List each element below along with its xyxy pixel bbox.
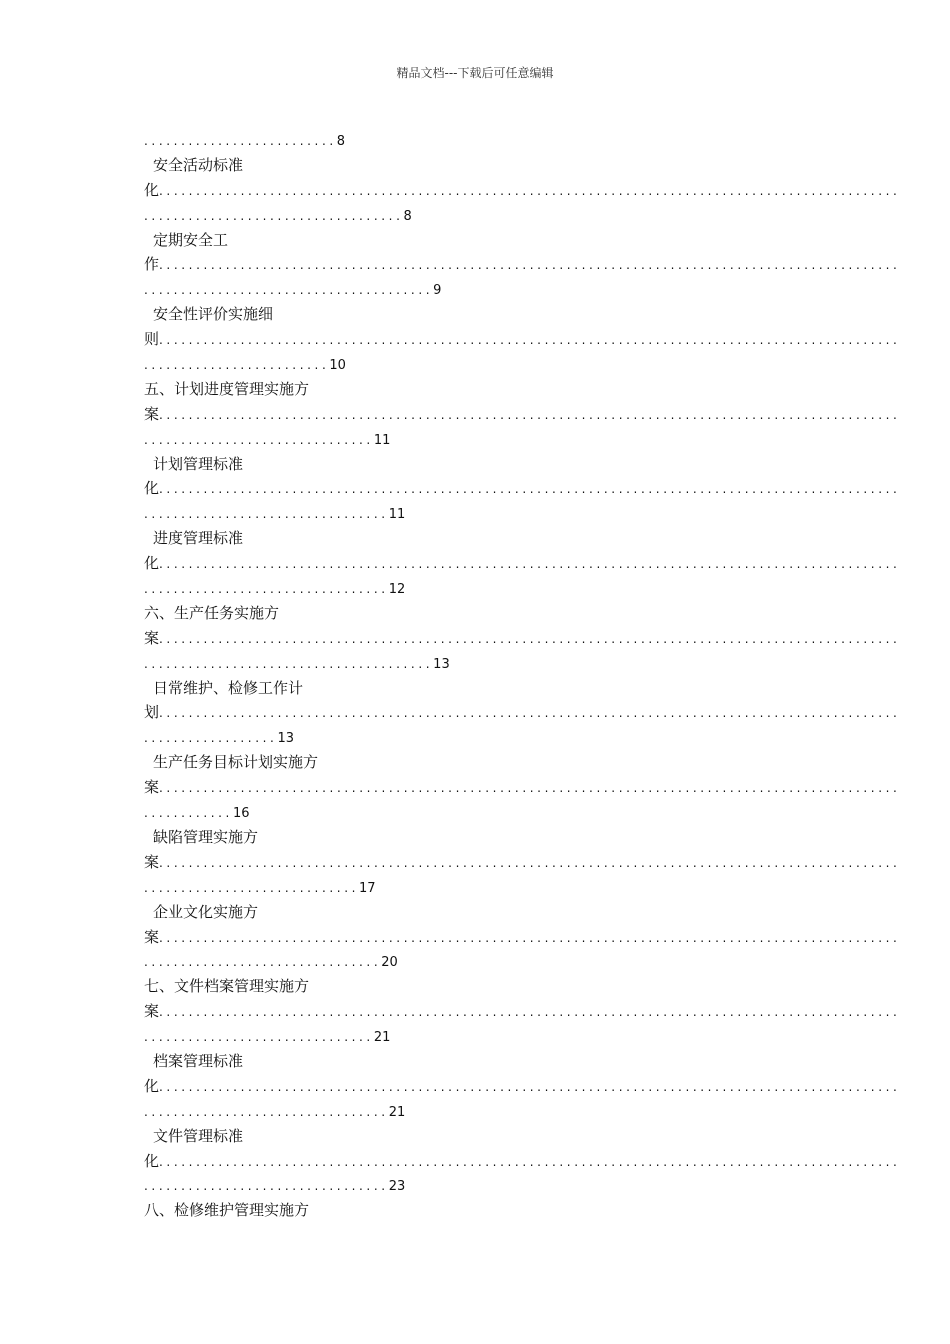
toc-entry-last-char: 划	[144, 703, 160, 722]
toc-entry-leader	[144, 925, 901, 950]
toc-entry-page-line	[144, 352, 804, 377]
toc-entry-leader	[144, 1149, 901, 1174]
toc-entry-page-line	[144, 501, 804, 526]
toc-entry-last-char: 则	[144, 330, 160, 349]
toc-entry-page-line	[144, 949, 804, 974]
toc-entry-title: 安全活动标准	[153, 155, 244, 174]
dot-leader: ....................................................................................................	[159, 333, 901, 348]
toc-entry-leader	[144, 1074, 901, 1099]
dot-leader: ....................................................................................................	[159, 855, 901, 870]
dot-leader: .................................	[144, 582, 389, 597]
toc-entry-leader	[144, 775, 901, 800]
toc-entry-page-line	[144, 576, 804, 601]
dot-leader: ...............................	[144, 432, 374, 447]
toc-entry-last-char: 化	[144, 1076, 160, 1095]
toc-entry-leader	[144, 252, 901, 277]
page-number: 11	[388, 507, 406, 523]
page-number: 20	[381, 955, 398, 971]
page-number: 23	[388, 1179, 406, 1195]
toc-entry-last-char: 作	[144, 255, 160, 274]
toc-entry-title: 日常维护、检修工作计	[153, 678, 304, 697]
toc-entry-page-line	[144, 651, 804, 676]
page-header: 精品文档---下载后可任意编辑	[396, 66, 554, 80]
toc-entry-last-char: 案	[144, 1002, 160, 1021]
toc-entry-title: 计划管理标准	[153, 454, 244, 473]
dot-leader: .......................................	[144, 283, 434, 298]
toc-entry-page-line	[144, 1024, 804, 1049]
toc-entry-page-line	[144, 1099, 804, 1124]
dot-leader: .............................	[144, 880, 360, 895]
toc-entry-page-line	[144, 128, 804, 153]
page-number: 11	[373, 432, 391, 448]
dot-leader: .................................	[144, 1104, 389, 1119]
page-number: 10	[329, 358, 346, 374]
dot-leader: ..........................	[144, 134, 337, 148]
dot-leader: .......................................	[144, 656, 434, 671]
dot-leader: ....................................................................................................	[159, 1154, 901, 1169]
toc-entry-title: 生产任务目标计划实施方	[153, 753, 319, 772]
toc-entry-page-line	[144, 203, 804, 228]
toc-entry-title: 五、计划进度管理实施方	[144, 379, 310, 398]
toc-entry-page-line	[144, 277, 804, 302]
toc-entry-title: 进度管理标准	[153, 529, 244, 548]
page-number: 21	[373, 1030, 391, 1046]
toc-entry-leader	[144, 476, 901, 501]
dot-leader: ............	[144, 806, 233, 821]
dot-leader: ....................................................................................................	[159, 1079, 901, 1094]
dot-leader: ..................	[144, 731, 278, 746]
toc-entry-page-line	[144, 427, 804, 452]
toc-entry-title: 安全性评价实施细	[153, 305, 274, 324]
toc-entry-leader	[144, 178, 901, 203]
toc-entry-last-char: 化	[144, 479, 160, 498]
dot-leader: ....................................................................................................	[159, 631, 901, 646]
toc-entry-leader	[144, 850, 901, 875]
dot-leader: ....................................................................................................	[159, 557, 901, 572]
toc-entry-last-char: 化	[144, 1151, 160, 1170]
toc-entry-last-char: 案	[144, 628, 160, 647]
toc-entry-last-char: 化	[144, 554, 160, 573]
toc-entry-leader	[144, 999, 901, 1024]
toc-entry-title: 六、生产任务实施方	[144, 603, 280, 622]
toc-entry-page-line	[144, 875, 804, 900]
page-number: 16	[232, 806, 250, 822]
toc-entry-title: 八、检修维护管理实施方	[144, 1201, 310, 1220]
page-number: 8	[336, 134, 346, 149]
toc-entry-leader	[144, 626, 901, 651]
toc-entry-title: 定期安全工	[153, 230, 229, 249]
toc-entry-last-char: 案	[144, 927, 160, 946]
dot-leader: ....................................................................................................	[159, 930, 901, 945]
dot-leader: .................................	[144, 507, 389, 522]
toc-entry-last-char: 案	[144, 852, 160, 871]
toc-entry-page-line	[144, 800, 804, 825]
page-number: 12	[388, 582, 406, 598]
toc-entry-leader	[144, 551, 901, 576]
toc-entry-last-char: 案	[144, 404, 160, 423]
dot-leader: ...................................	[144, 208, 404, 223]
dot-leader: ....................................................................................................	[159, 1005, 901, 1020]
table-of-contents	[144, 128, 901, 1223]
toc-entry-page-line	[144, 725, 804, 750]
toc-entry-leader	[144, 402, 901, 427]
page-number: 13	[433, 656, 450, 672]
dot-leader: ....................................................................................................	[159, 706, 901, 721]
toc-entry-title: 文件管理标准	[153, 1126, 244, 1145]
dot-leader: .........................	[144, 358, 330, 373]
dot-leader: ....................................................................................................	[159, 482, 901, 497]
dot-leader: ................................	[144, 955, 382, 970]
toc-entry-title: 档案管理标准	[153, 1051, 244, 1070]
dot-leader: ....................................................................................................	[159, 407, 901, 422]
page-number: 13	[277, 731, 295, 747]
toc-entry-title: 缺陷管理实施方	[153, 827, 259, 846]
toc-entry-title: 七、文件档案管理实施方	[144, 977, 310, 996]
page-number: 8	[403, 208, 412, 224]
page-number: 17	[359, 880, 376, 896]
dot-leader: ....................................................................................................	[159, 183, 901, 198]
dot-leader: .................................	[144, 1179, 389, 1194]
toc-entry-leader	[144, 327, 901, 352]
toc-entry-last-char: 案	[144, 778, 160, 797]
page-number: 9	[433, 283, 442, 299]
dot-leader: ....................................................................................................	[159, 781, 901, 796]
toc-entry-title: 企业文化实施方	[153, 902, 259, 921]
dot-leader: ....................................................................................................	[159, 258, 901, 273]
toc-entry-page-line	[144, 1173, 804, 1198]
toc-entry-last-char: 化	[144, 180, 160, 199]
page-number: 21	[388, 1104, 406, 1120]
dot-leader: ...............................	[144, 1030, 374, 1045]
toc-entry-leader	[144, 700, 901, 725]
